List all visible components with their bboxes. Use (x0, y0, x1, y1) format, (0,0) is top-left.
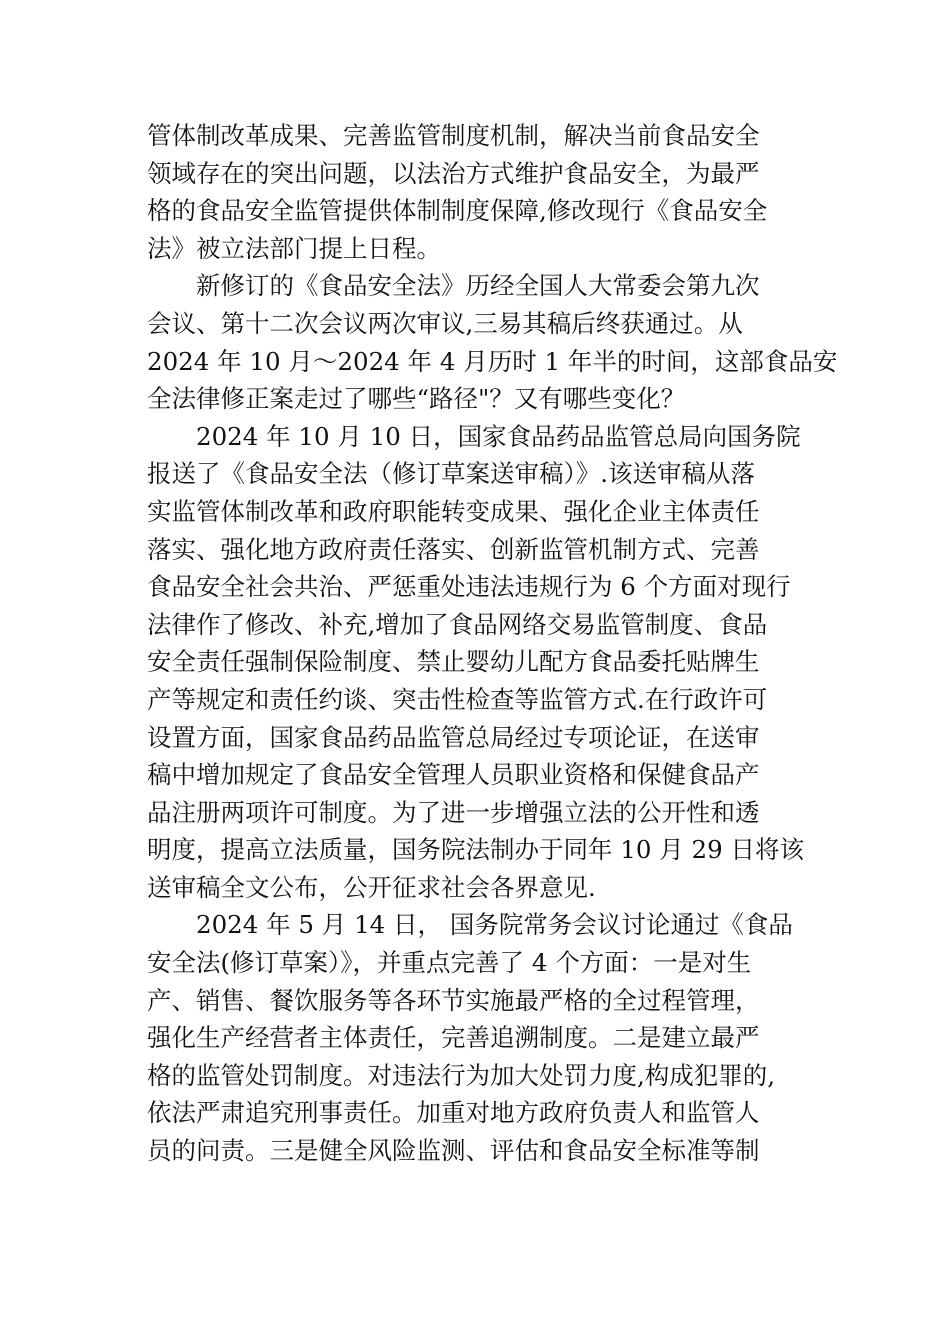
text-line: 产、销售、餐饮服务等各环节实施最严格的全过程管理， (147, 985, 760, 1015)
text-line: 品注册两项许可制度。为了进一步增强立法的公开性和透 (147, 797, 760, 827)
text-line: 报送了《食品安全法（修订草案送审稿）》.该送审稿从落 (147, 459, 756, 489)
document-body (147, 117, 838, 1170)
text-line: 会议、第十二次会议两次审议,三易其稿后终获通过。从 (147, 308, 743, 338)
paragraph-first-line: 2024 年 10 月 10 日，国家食品药品监管总局向国务院 (196, 421, 801, 451)
text-line: 产等规定和责任约谈、突击性检查等监管方式.在行政许可 (147, 684, 768, 714)
text-line: 安全法(修订草案）》，并重点完善了 4 个方面：一是对生 (147, 948, 752, 978)
text-line: 格的食品安全监管提供体制制度保障,修改现行《食品安全 (147, 196, 768, 226)
text-line: 法律作了修改、补充,增加了食品网络交易监管制度、食品 (147, 609, 768, 639)
text-line: 依法严肃追究刑事责任。加重对地方政府负责人和监管人 (147, 1098, 760, 1128)
text-line: 强化生产经营者主体责任，完善追溯制度。二是建立最严 (147, 1023, 760, 1053)
text-line: 稿中增加规定了食品安全管理人员职业资格和保健食品产 (147, 760, 760, 790)
text-line: 员的问责。三是健全风险监测、评估和食品安全标准等制 (147, 1136, 760, 1166)
text-line: 落实、强化地方政府责任落实、创新监管机制方式、完善 (147, 534, 760, 564)
text-line: 法》被立法部门提上日程。 (147, 233, 441, 263)
text-line: 食品安全社会共治、严惩重处违法违规行为 6 个方面对现行 (147, 572, 791, 602)
paragraph-first-line: 2024 年 5 月 14 日， 国务院常务会议讨论通过《食品 (196, 910, 793, 940)
text-line: 安全责任强制保险制度、禁止婴幼儿配方食品委托贴牌生 (147, 647, 760, 677)
text-line: 领域存在的突出问题，以法治方式维护食品安全，为最严 (147, 158, 760, 188)
paragraph-first-line: 新修订的《食品安全法》历经全国人大常委会第九次 (196, 271, 760, 301)
text-line: 实监管体制改革和政府职能转变成果、强化企业主体责任 (147, 496, 760, 526)
text-line: 明度，提高立法质量，国务院法制办于同年 10 月 29 日将该 (147, 835, 804, 865)
text-line: 设置方面，国家食品药品监管总局经过专项论证，在送审 (147, 722, 760, 752)
text-line: 全法律修正案走过了哪些“路径"？又有哪些变化？ (147, 384, 686, 414)
text-line: 送审稿全文公布，公开征求社会各界意见. (147, 872, 596, 902)
text-line: 2024 年 10 月～2024 年 4 月历时 1 年半的时间，这部食品安 (147, 346, 838, 376)
text-line: 格的监管处罚制度。对违法行为加大处罚力度,构成犯罪的, (147, 1060, 776, 1090)
text-line: 管体制改革成果、完善监管制度机制，解决当前食品安全 (147, 121, 760, 150)
